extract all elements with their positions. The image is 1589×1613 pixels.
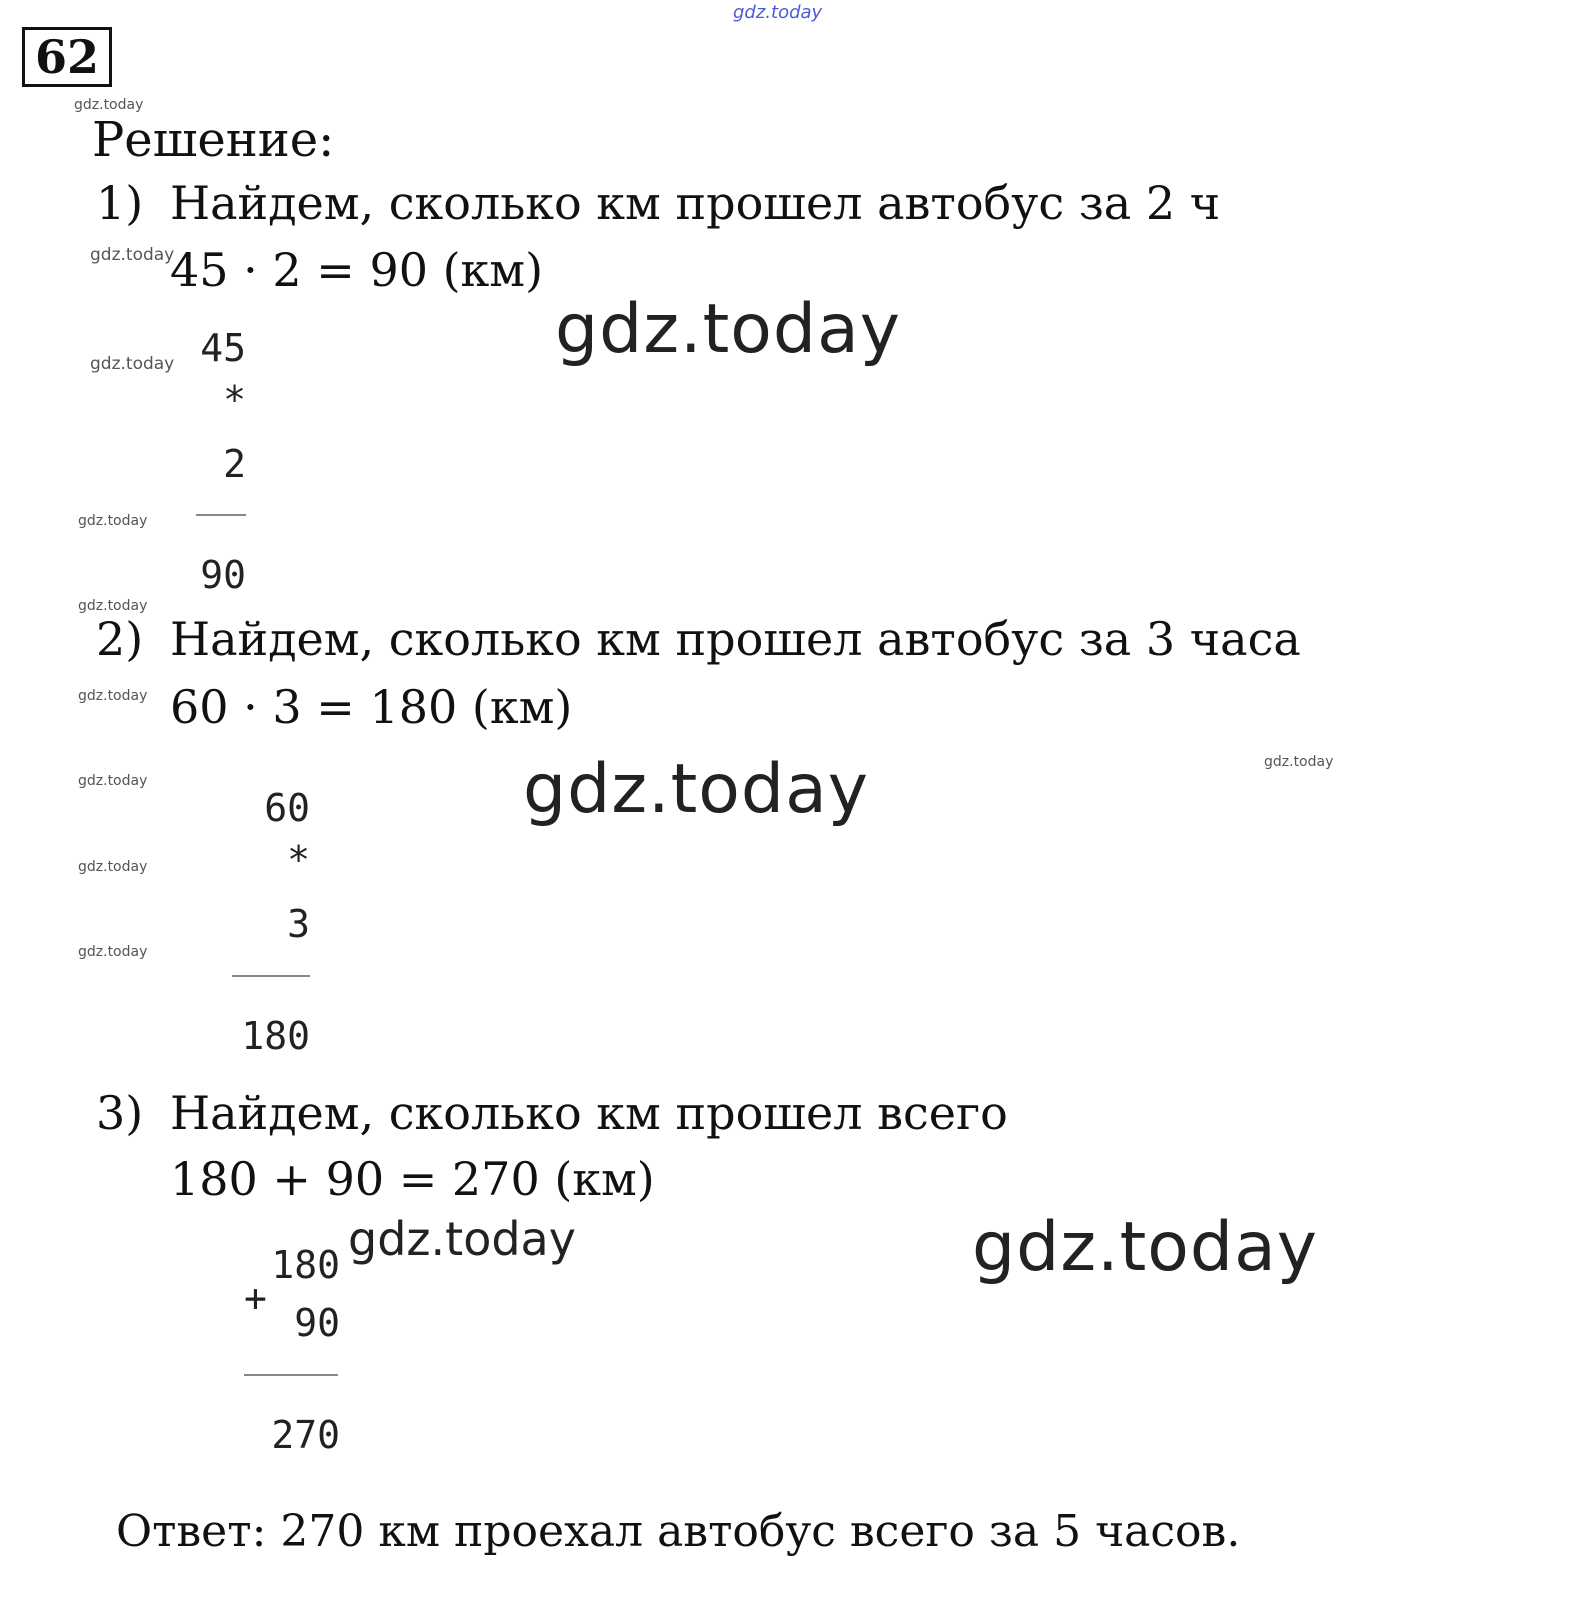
column-2-top: 60 <box>264 786 310 830</box>
column-1-top: 45 <box>200 326 246 370</box>
column-3-rule <box>244 1374 338 1376</box>
step-3-equation: 180 + 90 = 270 (км) <box>170 1152 655 1206</box>
column-3-result: 270 <box>271 1413 340 1457</box>
step-1-equation: 45 · 2 = 90 (км) <box>170 243 544 297</box>
answer-line: Ответ: 270 км проехал автобус всего за 5 часов. <box>116 1506 1241 1557</box>
watermark-small: gdz.today <box>74 97 144 113</box>
step-3-index: 3) <box>96 1086 144 1140</box>
watermark-small: gdz.today <box>78 773 148 789</box>
problem-number: 62 <box>22 27 112 87</box>
watermark-small: gdz.today <box>1264 754 1334 770</box>
watermark-small: gdz.today <box>78 513 148 529</box>
column-2-operator: * <box>287 838 310 882</box>
watermark-small: gdz.today <box>90 354 175 374</box>
watermark-large: gdz.today <box>555 290 901 369</box>
watermark-small: gdz.today <box>78 944 148 960</box>
watermark-small: gdz.today <box>78 598 148 614</box>
column-3-operator: + <box>244 1276 267 1320</box>
column-3-bottom: 90 <box>294 1301 340 1345</box>
watermark-medium: gdz.today <box>348 1212 576 1266</box>
step-1-text: Найдем, сколько км прошел автобус за 2 ч <box>170 176 1221 230</box>
column-2-bottom: 3 <box>287 902 310 946</box>
watermark-large: gdz.today <box>523 750 869 829</box>
column-1-result: 90 <box>200 553 246 597</box>
watermark-small: gdz.today <box>90 245 175 265</box>
column-2-result: 180 <box>241 1014 310 1058</box>
column-1-bottom: 2 <box>223 442 246 486</box>
step-2-equation: 60 · 3 = 180 (км) <box>170 680 573 734</box>
step-3-text: Найдем, сколько км прошел всего <box>170 1086 1008 1140</box>
step-2-index: 2) <box>96 612 144 666</box>
watermark-large: gdz.today <box>972 1208 1318 1287</box>
solution-heading: Решение: <box>92 112 335 168</box>
step-1-index: 1) <box>96 176 144 230</box>
watermark-top: gdz.today <box>733 2 823 23</box>
watermark-small: gdz.today <box>78 688 148 704</box>
watermark-small: gdz.today <box>78 859 148 875</box>
column-2-rule <box>232 975 310 977</box>
column-1-rule <box>196 514 246 516</box>
column-3-top: 180 <box>271 1243 340 1287</box>
step-2-text: Найдем, сколько км прошел автобус за 3 часа <box>170 612 1301 666</box>
column-1-operator: * <box>223 378 246 422</box>
